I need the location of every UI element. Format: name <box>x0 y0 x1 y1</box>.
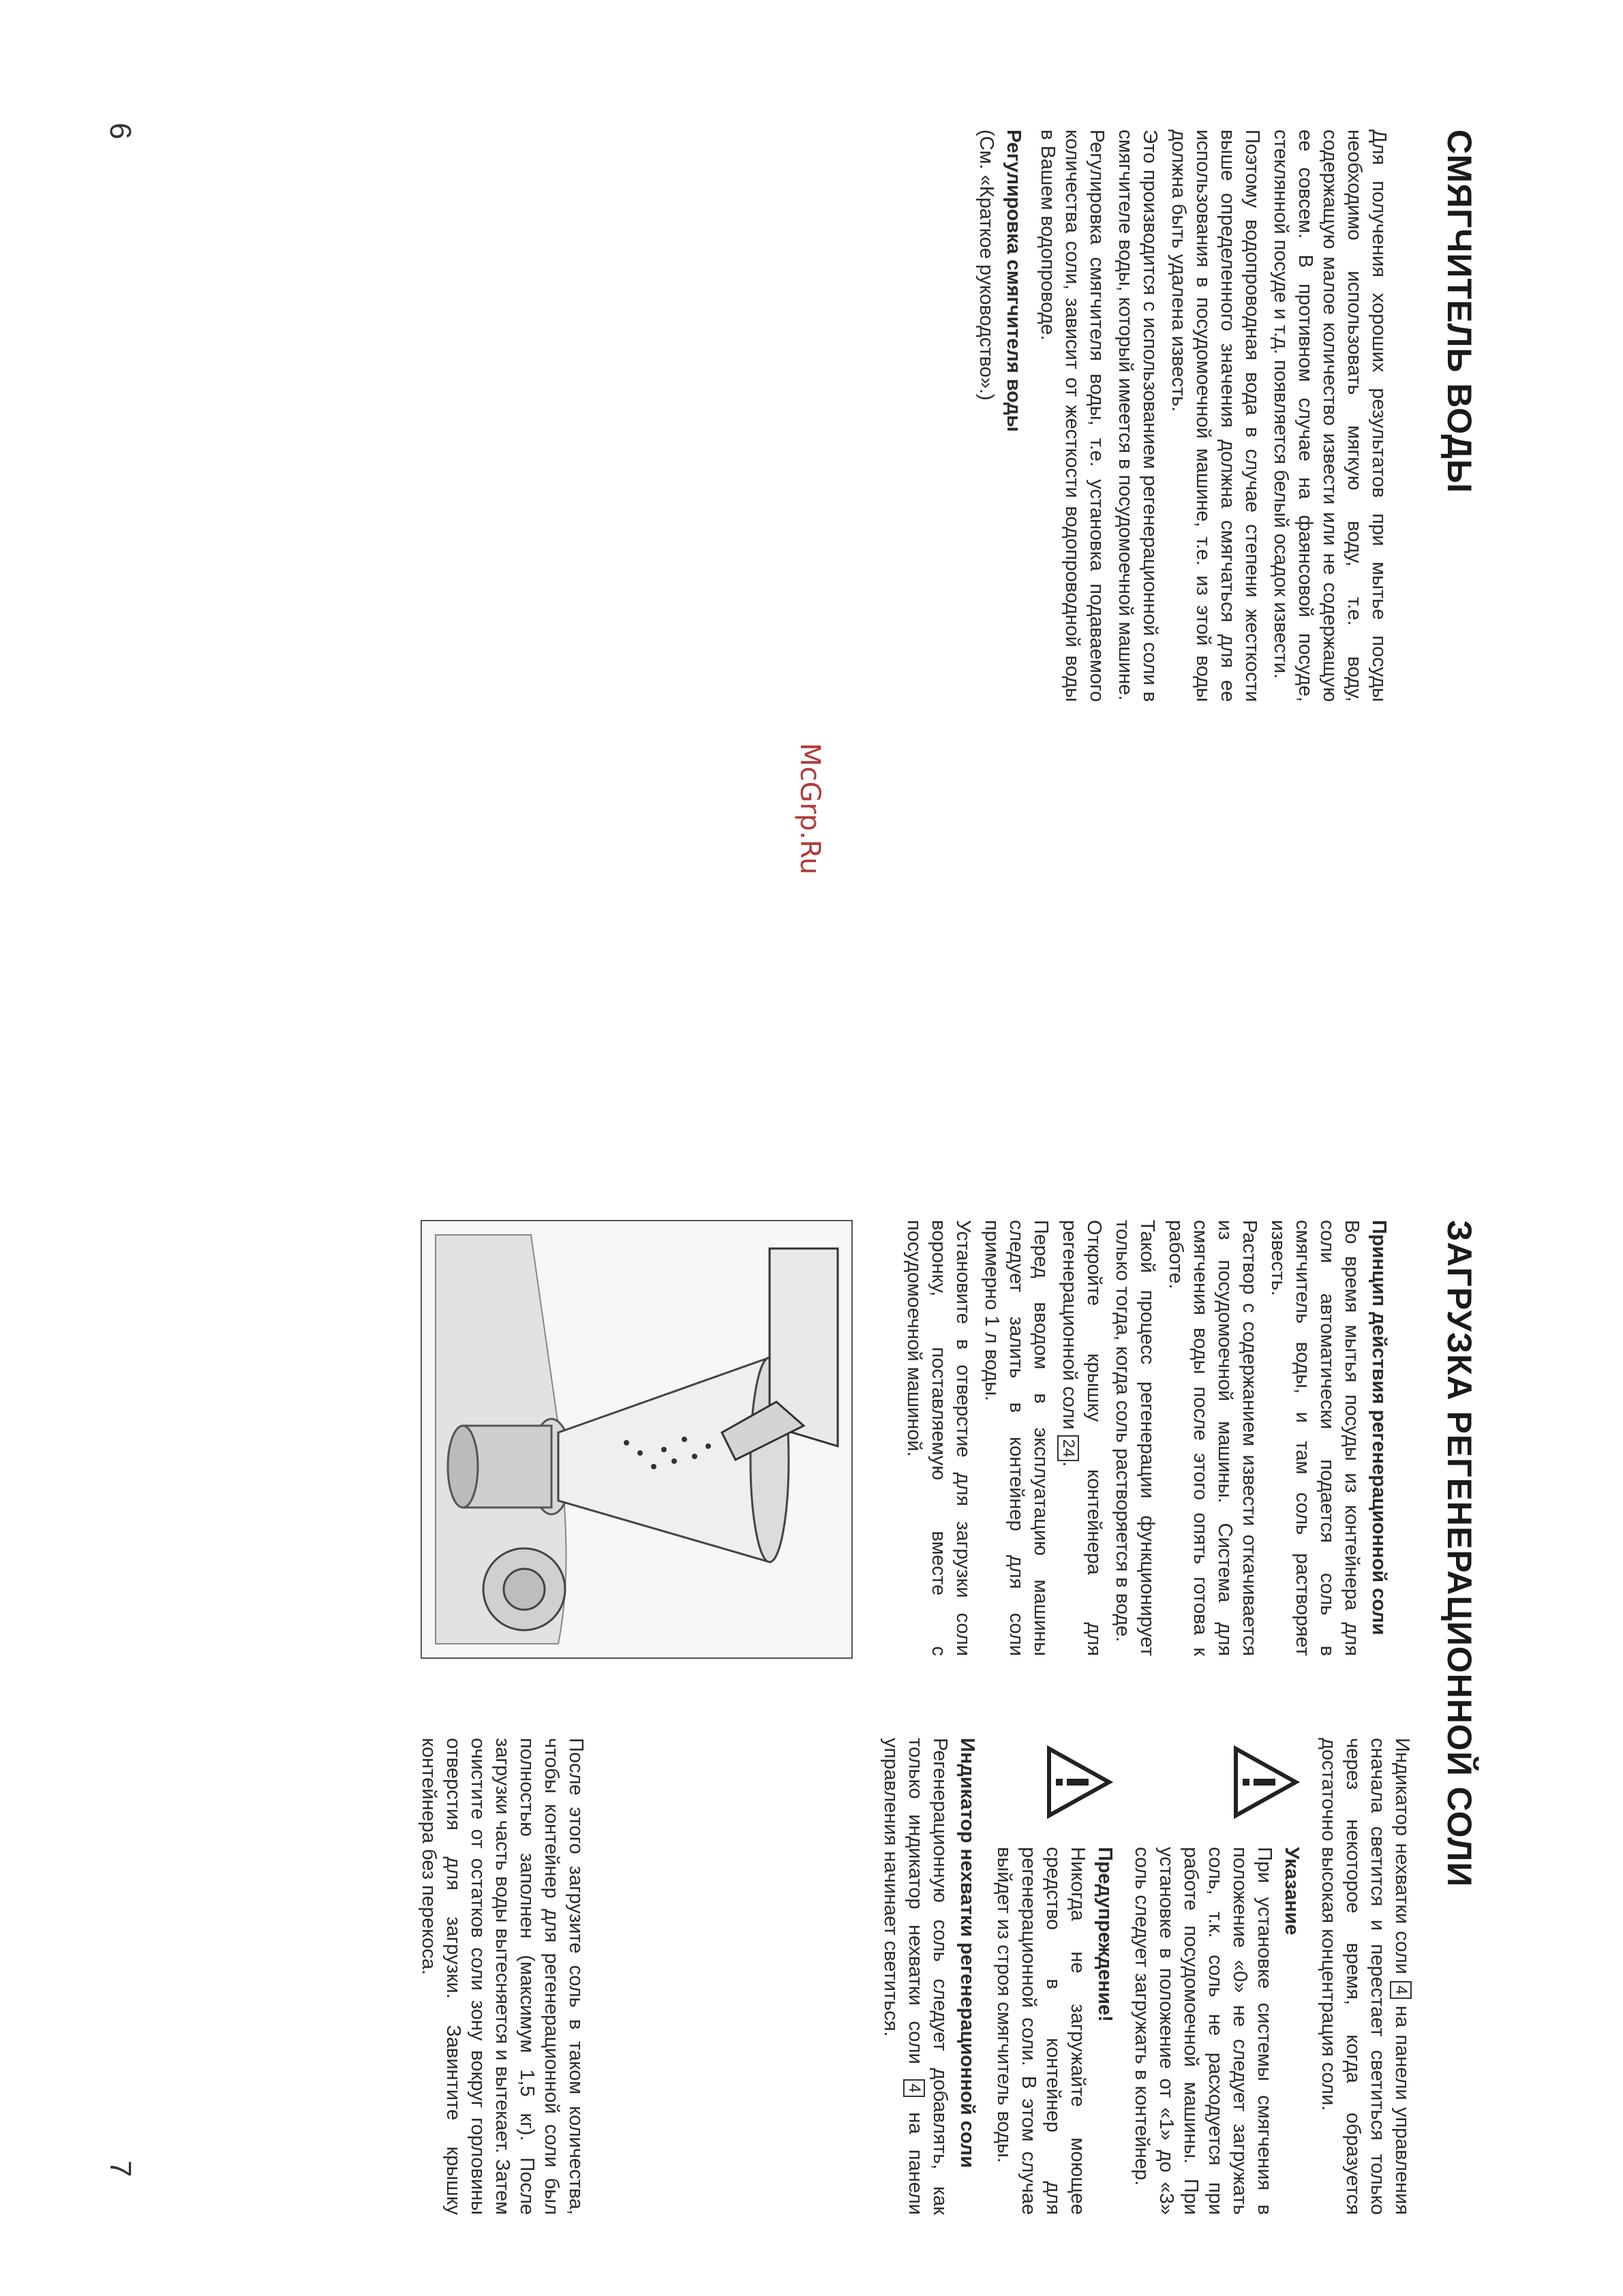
paragraph: Во время мытья посуды из контейнера для соли автоматически подается соль в смягчитель воды, и там соль растворяет известь. <box>1267 1220 1363 1656</box>
note-callout <box>1129 1738 1304 2215</box>
section-heading: Принцип действия регенерационной соли <box>1368 1220 1390 1636</box>
paragraph: Регулировка смягчителя воды, т.е. установка подаваемого количества соли, зависит от жесткости водопроводной воды в Вашем водопроводе. <box>1037 129 1108 702</box>
funnel-and-salt-illustration <box>422 1221 851 1657</box>
paragraph: Откройте крышку контейнера для регенерационной соли 24. <box>1059 1220 1105 1656</box>
warning-title: Предупреждение! <box>1094 1847 1116 2022</box>
paragraph-text: на панели управления начинает светиться. <box>880 1738 926 2215</box>
paragraph: После этого загрузите соль в таком количества, чтобы контейнер для регенерационной соли был полностью заполнен (максимум 1,5 кг). После загрузки часть воды вытесняется и вытекает. Затем очистите от остатков соли зону вокруг горловины отверстия для загрузки. Завинтите крышку контейнера без перекоса. <box>418 1738 587 2215</box>
paragraph <box>1316 1738 1414 2215</box>
page-title-salt-loading: ЗАГРУЗКА РЕГЕНЕРАЦИОННОЙ СОЛИ <box>1440 1220 1478 1888</box>
warning-callout <box>992 1738 1117 2215</box>
left-page <box>0 0 1623 1145</box>
paragraph: Установите в отверстие для загрузки соли воронку, поставляемую вместе с посудомоечной машиной. <box>903 1220 974 1656</box>
paragraph: (См. «Краткое руководство».) <box>975 129 997 401</box>
paragraph: Для получения хороших результатов при мытье посуды необходимо использовать мягкую воду, т.е. воду, содержащую малое количество извести или не содержащую ее совсем. В противном случае на фаянсовой посуде, стеклянной посуде и т.д. появляется белый осадок извести. <box>1270 129 1390 702</box>
warning-triangle-icon <box>1045 1745 1113 1820</box>
right-column-2 <box>412 1738 1480 2215</box>
paragraph <box>879 1738 952 2215</box>
note-text: При установке системы смягчения в положение «0» не следует загружать соль, т.к. соль не расходуется при работе посудомоечной машины. При установке в положение от «1» до «3» соль следует загружать в контейнер. <box>1131 1847 1275 2215</box>
watermark: McGrp.Ru <box>794 743 825 875</box>
paragraph: Такой процесс регенерации функционирует только тогда, когда соль растворяется в воде. <box>1112 1220 1158 1656</box>
paragraph-text: на панели управления сначала светится и перестает светиться только через некоторое время, когда образуется достаточно высокая концентрация соли. <box>1318 1738 1413 2216</box>
paragraph: Перед вводом в эксплуатацию машины следует залить в контейнер для соли примерно 1 л воды. <box>981 1220 1052 1656</box>
note-title: Указание <box>1281 1847 1303 1935</box>
reference-number: 4 <box>903 2079 925 2096</box>
page-number: 7 <box>104 2160 137 2177</box>
section-heading: Регулировка смягчителя воды <box>1003 129 1025 432</box>
salt-loading-illustration <box>421 1220 853 1659</box>
page-number: 6 <box>104 123 137 140</box>
paragraph-text: Регенерационную соль следует добавлять, как только индикатор нехватки соли <box>905 1738 951 2215</box>
warning-triangle-icon <box>1232 1745 1300 1820</box>
left-column <box>970 129 1480 702</box>
paragraph: Поэтому водопроводная вода в случае степени жесткости выше определенного значения должна смягчаться для ее использования в посудомоечной машине, т.е. из этой воды должна быть удалена известь. <box>1168 129 1263 702</box>
paragraph-text: Индикатор нехватки соли <box>1391 1738 1413 1974</box>
section-heading: Индикатор нехватки регенерационной соли <box>956 1738 978 2169</box>
reference-number: 4 <box>1390 1981 1412 1998</box>
page-title-water-softener: СМЯГЧИТЕЛЬ ВОДЫ <box>1440 129 1478 493</box>
paragraph: Раствор с содержанием извести откачивается из посудомоечной машины. Система для смягчения воды после этого опять готова к работе. <box>1165 1220 1260 1656</box>
reference-number: 24 <box>1057 1435 1079 1462</box>
warning-text: Никогда не загружайте моющее средство в контейнер для регенерационной соли. В этом случае выйдет из строя смягчитель воды. <box>993 1847 1089 2215</box>
paragraph: Это производится с использованием регенерационной соли в смягчителе воды, который имеется в посудомоечной машине. <box>1114 129 1161 702</box>
paragraph-text: Откройте крышку контейнера для регенерационной соли <box>1059 1220 1105 1656</box>
right-page <box>0 1145 1623 2296</box>
